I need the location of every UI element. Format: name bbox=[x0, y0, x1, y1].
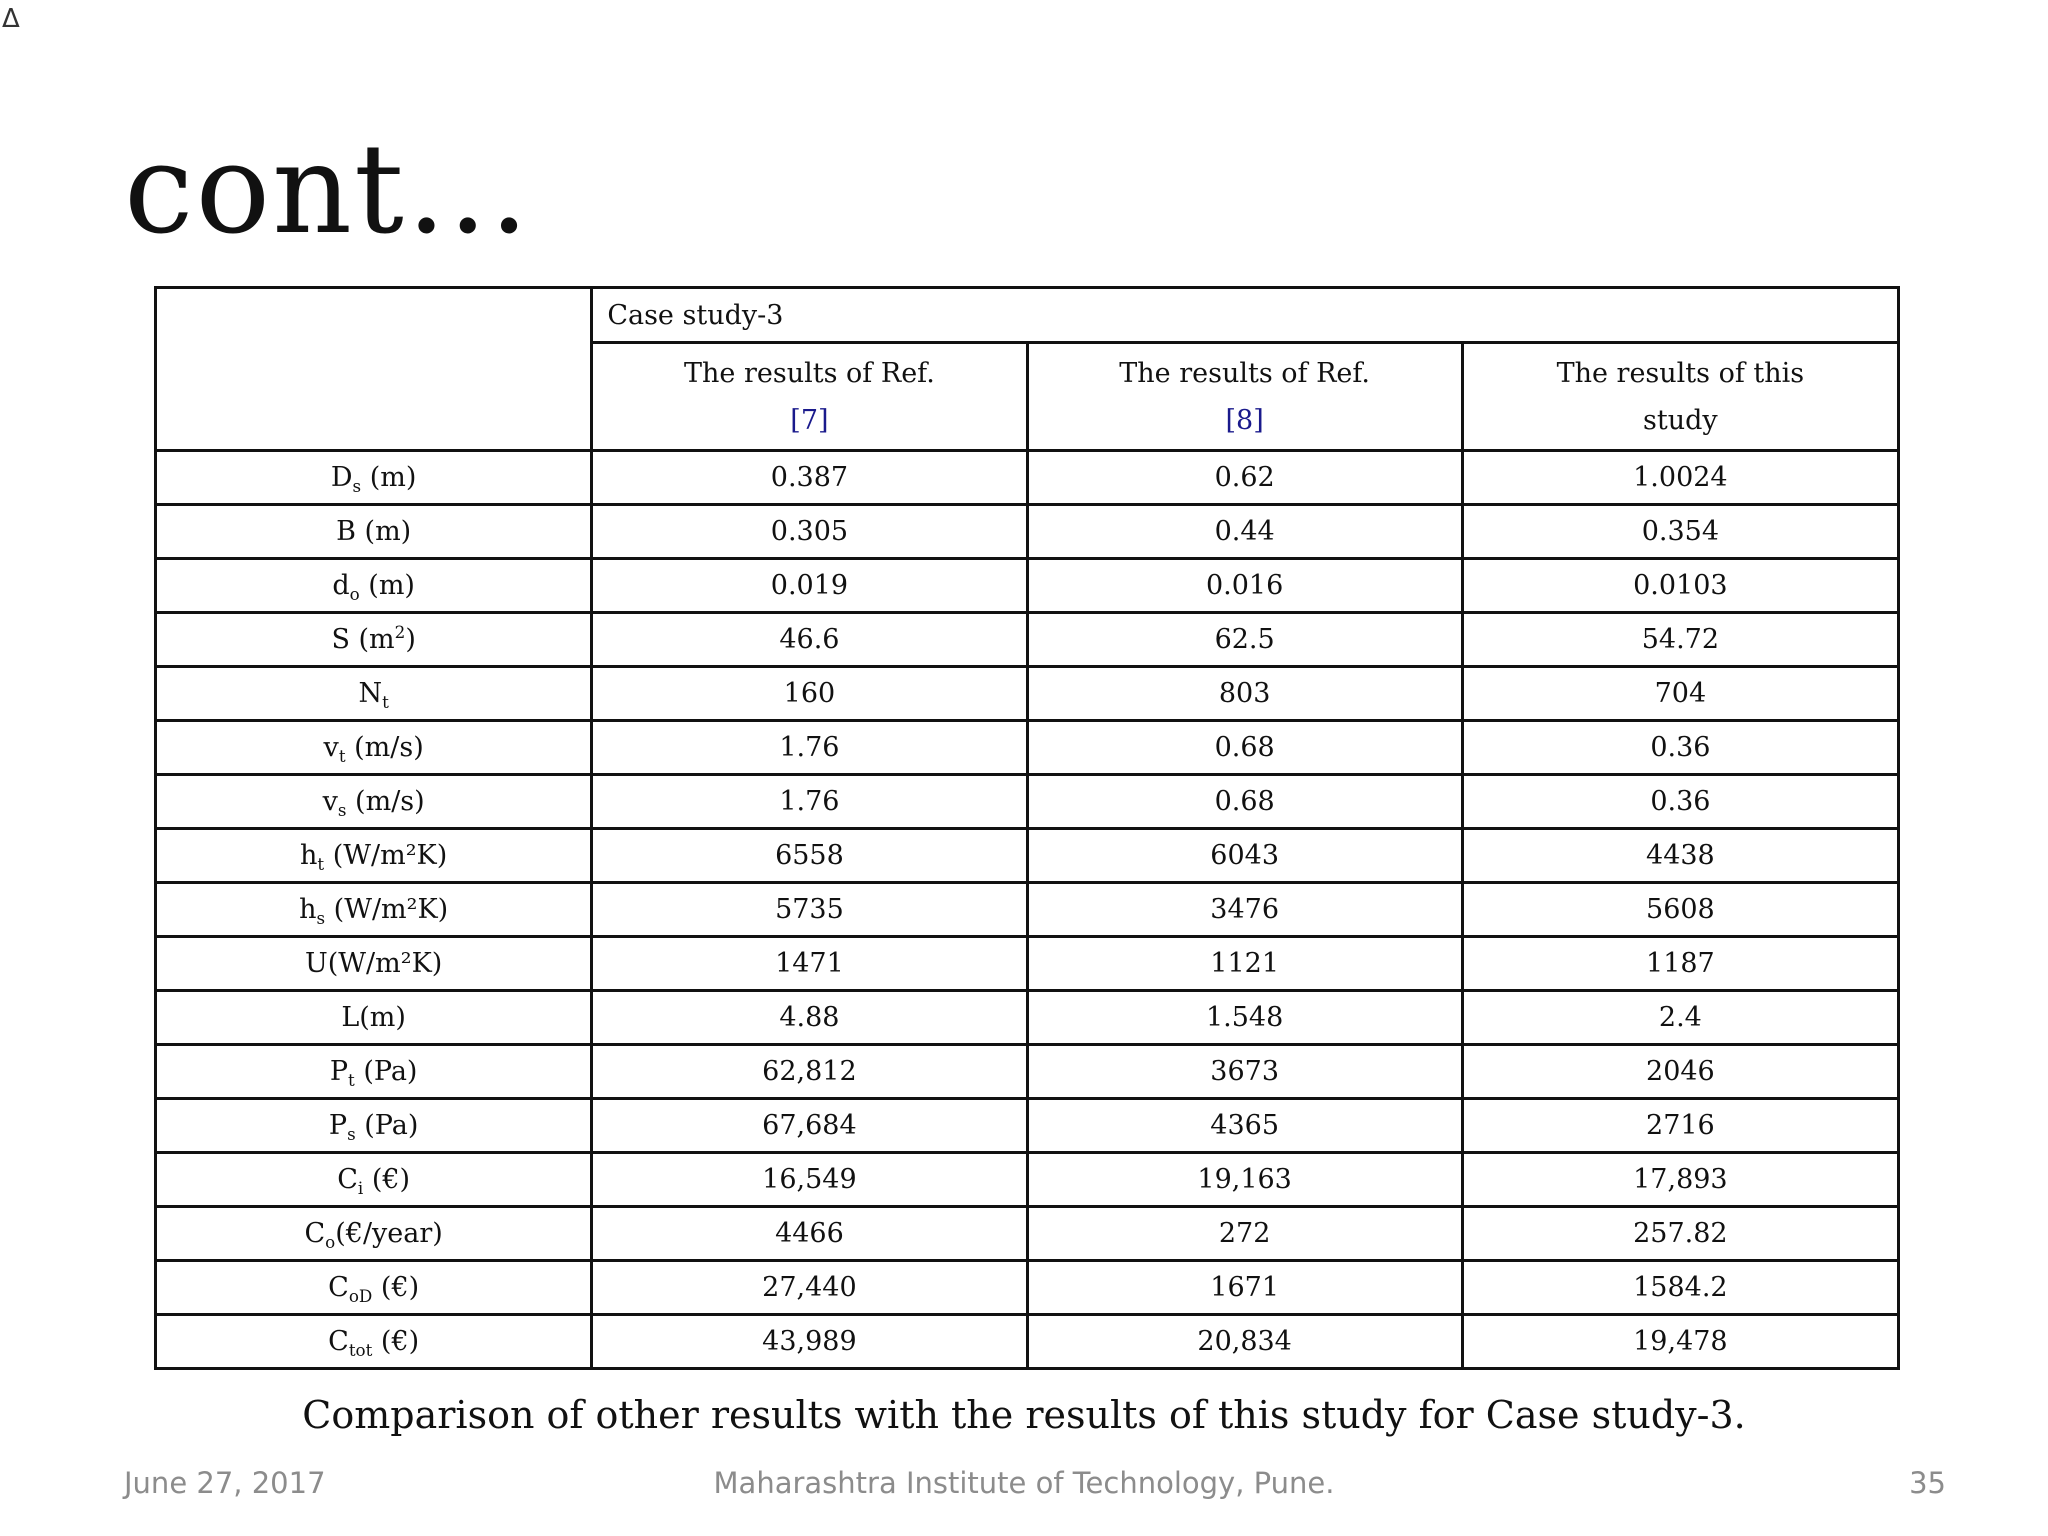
value-cell: 16,549 bbox=[592, 1153, 1027, 1207]
parameter-subscript: i bbox=[357, 1177, 364, 1198]
parameter-unit: ) bbox=[405, 624, 416, 655]
value-cell: 4438 bbox=[1462, 829, 1898, 883]
parameter-symbol: h bbox=[299, 894, 317, 925]
parameter-symbol: P bbox=[329, 1056, 349, 1087]
value-cell: 5608 bbox=[1462, 883, 1898, 937]
parameter-subscript: s bbox=[352, 475, 362, 496]
table-row bbox=[156, 1099, 1899, 1153]
parameter-symbol: S (m bbox=[331, 624, 395, 655]
value-cell: 0.019 bbox=[592, 559, 1027, 613]
slide-title: cont… bbox=[124, 118, 532, 262]
column-header-this-study bbox=[1462, 343, 1898, 451]
value-cell: 1671 bbox=[1027, 1261, 1462, 1315]
parameter-symbol: h bbox=[300, 840, 318, 871]
table-row bbox=[156, 883, 1899, 937]
parameter-symbol: v bbox=[322, 786, 338, 817]
table-row bbox=[156, 451, 1899, 505]
parameter-symbol: L(m) bbox=[341, 1002, 406, 1033]
parameter-label bbox=[156, 451, 592, 505]
parameter-symbol: C bbox=[328, 1326, 349, 1357]
value-cell: 0.36 bbox=[1462, 775, 1898, 829]
parameter-unit: (Pa) bbox=[355, 1110, 419, 1141]
table-row bbox=[156, 667, 1899, 721]
parameter-unit: (€) bbox=[372, 1326, 420, 1357]
parameter-subscript: o bbox=[349, 583, 360, 604]
value-cell: 5735 bbox=[592, 883, 1027, 937]
parameter-label bbox=[156, 883, 592, 937]
value-cell: 0.387 bbox=[592, 451, 1027, 505]
comparison-table bbox=[154, 286, 1900, 1370]
parameter-subscript: t bbox=[317, 853, 325, 874]
slide-number: 35 bbox=[1909, 1466, 1946, 1500]
column-header-text: The results of this bbox=[1556, 357, 1805, 389]
footer-institution: Maharashtra Institute of Technology, Pune. bbox=[713, 1466, 1335, 1500]
corner-mark: Δ bbox=[2, 4, 20, 34]
parameter-label bbox=[156, 1153, 592, 1207]
value-cell: 2716 bbox=[1462, 1099, 1898, 1153]
parameter-label bbox=[156, 505, 592, 559]
column-header-ref-8 bbox=[1027, 343, 1462, 451]
parameter-symbol: B (m) bbox=[336, 516, 412, 547]
parameter-unit: (€) bbox=[372, 1272, 420, 1303]
value-cell: 0.62 bbox=[1027, 451, 1462, 505]
table-row bbox=[156, 559, 1899, 613]
value-cell: 19,163 bbox=[1027, 1153, 1462, 1207]
table-row bbox=[156, 1261, 1899, 1315]
value-cell: 0.68 bbox=[1027, 721, 1462, 775]
parameter-symbol: N bbox=[358, 678, 383, 709]
value-cell: 43,989 bbox=[592, 1315, 1027, 1369]
parameter-subscript: tot bbox=[348, 1339, 373, 1360]
table-corner-cell bbox=[156, 288, 592, 451]
parameter-subscript: s bbox=[347, 1123, 356, 1144]
value-cell: 2046 bbox=[1462, 1045, 1898, 1099]
value-cell: 1.76 bbox=[592, 721, 1027, 775]
parameter-unit: (m) bbox=[359, 570, 415, 601]
parameter-subscript: t bbox=[382, 691, 389, 712]
parameter-label bbox=[156, 667, 592, 721]
value-cell: 4466 bbox=[592, 1207, 1027, 1261]
parameter-unit: (Pa) bbox=[354, 1056, 418, 1087]
table-row bbox=[156, 721, 1899, 775]
value-cell: 0.0103 bbox=[1462, 559, 1898, 613]
value-cell: 0.36 bbox=[1462, 721, 1898, 775]
value-cell: 20,834 bbox=[1027, 1315, 1462, 1369]
parameter-symbol: C bbox=[337, 1164, 358, 1195]
parameter-subscript: t bbox=[338, 745, 346, 766]
parameter-label bbox=[156, 1045, 592, 1099]
parameter-subscript: oD bbox=[348, 1285, 373, 1306]
value-cell: 3476 bbox=[1027, 883, 1462, 937]
value-cell: 1.76 bbox=[592, 775, 1027, 829]
table-row bbox=[156, 505, 1899, 559]
value-cell: 1.548 bbox=[1027, 991, 1462, 1045]
value-cell: 0.354 bbox=[1462, 505, 1898, 559]
value-cell: 2.4 bbox=[1462, 991, 1898, 1045]
value-cell: 1187 bbox=[1462, 937, 1898, 991]
value-cell: 1.0024 bbox=[1462, 451, 1898, 505]
parameter-symbol: C bbox=[328, 1272, 349, 1303]
parameter-unit: (m/s) bbox=[345, 732, 424, 763]
parameter-unit: (W/m²K) bbox=[325, 894, 449, 925]
parameter-symbol: D bbox=[330, 462, 353, 493]
value-cell: 6043 bbox=[1027, 829, 1462, 883]
parameter-label bbox=[156, 991, 592, 1045]
parameter-unit: (€/year) bbox=[335, 1218, 443, 1249]
citation-link-8[interactable]: [8] bbox=[1225, 404, 1264, 436]
value-cell: 0.68 bbox=[1027, 775, 1462, 829]
parameter-unit: (m) bbox=[361, 462, 417, 493]
value-cell: 62,812 bbox=[592, 1045, 1027, 1099]
column-header-ref-7 bbox=[592, 343, 1027, 451]
case-study-label: Case study-3 bbox=[592, 288, 1899, 343]
table-row bbox=[156, 613, 1899, 667]
parameter-superscript: 2 bbox=[394, 621, 406, 642]
parameter-unit: (€) bbox=[363, 1164, 411, 1195]
table-row bbox=[156, 937, 1899, 991]
value-cell: 46.6 bbox=[592, 613, 1027, 667]
parameter-label bbox=[156, 1207, 592, 1261]
value-cell: 803 bbox=[1027, 667, 1462, 721]
value-cell: 17,893 bbox=[1462, 1153, 1898, 1207]
value-cell: 67,684 bbox=[592, 1099, 1027, 1153]
value-cell: 19,478 bbox=[1462, 1315, 1898, 1369]
parameter-label bbox=[156, 1099, 592, 1153]
column-header-text: The results of Ref. bbox=[684, 357, 935, 389]
footer-date: June 27, 2017 bbox=[124, 1466, 326, 1500]
value-cell: 1471 bbox=[592, 937, 1027, 991]
value-cell: 6558 bbox=[592, 829, 1027, 883]
table-row bbox=[156, 1207, 1899, 1261]
parameter-subscript: t bbox=[348, 1069, 355, 1090]
parameter-symbol: C bbox=[304, 1218, 326, 1249]
parameter-label bbox=[156, 721, 592, 775]
parameter-label bbox=[156, 1315, 592, 1369]
parameter-label bbox=[156, 829, 592, 883]
parameter-subscript: s bbox=[316, 907, 326, 928]
table-row bbox=[156, 991, 1899, 1045]
column-header-text: study bbox=[1643, 404, 1718, 436]
value-cell: 1584.2 bbox=[1462, 1261, 1898, 1315]
value-cell: 27,440 bbox=[592, 1261, 1027, 1315]
value-cell: 160 bbox=[592, 667, 1027, 721]
value-cell: 0.016 bbox=[1027, 559, 1462, 613]
table-body bbox=[156, 451, 1899, 1369]
parameter-subscript: s bbox=[337, 799, 347, 820]
value-cell: 257.82 bbox=[1462, 1207, 1898, 1261]
table-row bbox=[156, 1045, 1899, 1099]
parameter-symbol: v bbox=[323, 732, 339, 763]
value-cell: 272 bbox=[1027, 1207, 1462, 1261]
parameter-label bbox=[156, 1261, 592, 1315]
parameter-label bbox=[156, 559, 592, 613]
value-cell: 4365 bbox=[1027, 1099, 1462, 1153]
table-row bbox=[156, 829, 1899, 883]
value-cell: 4.88 bbox=[592, 991, 1027, 1045]
parameter-symbol: P bbox=[328, 1110, 348, 1141]
table-row bbox=[156, 1153, 1899, 1207]
parameter-label bbox=[156, 613, 592, 667]
value-cell: 0.44 bbox=[1027, 505, 1462, 559]
value-cell: 62.5 bbox=[1027, 613, 1462, 667]
citation-link-7[interactable]: [7] bbox=[790, 404, 829, 436]
value-cell: 1121 bbox=[1027, 937, 1462, 991]
parameter-label bbox=[156, 937, 592, 991]
value-cell: 704 bbox=[1462, 667, 1898, 721]
value-cell: 54.72 bbox=[1462, 613, 1898, 667]
parameter-unit: (m/s) bbox=[346, 786, 425, 817]
parameter-unit: (W/m²K) bbox=[324, 840, 448, 871]
table-row bbox=[156, 1315, 1899, 1369]
column-header-text: The results of Ref. bbox=[1119, 357, 1371, 389]
value-cell: 0.305 bbox=[592, 505, 1027, 559]
parameter-symbol: d bbox=[332, 570, 350, 601]
parameter-symbol: U(W/m²K) bbox=[305, 948, 443, 979]
table-row bbox=[156, 775, 1899, 829]
table-caption: Comparison of other results with the results of this study for Case study-3. bbox=[302, 1393, 1746, 1437]
value-cell: 3673 bbox=[1027, 1045, 1462, 1099]
parameter-subscript: o bbox=[325, 1231, 336, 1252]
parameter-label bbox=[156, 775, 592, 829]
